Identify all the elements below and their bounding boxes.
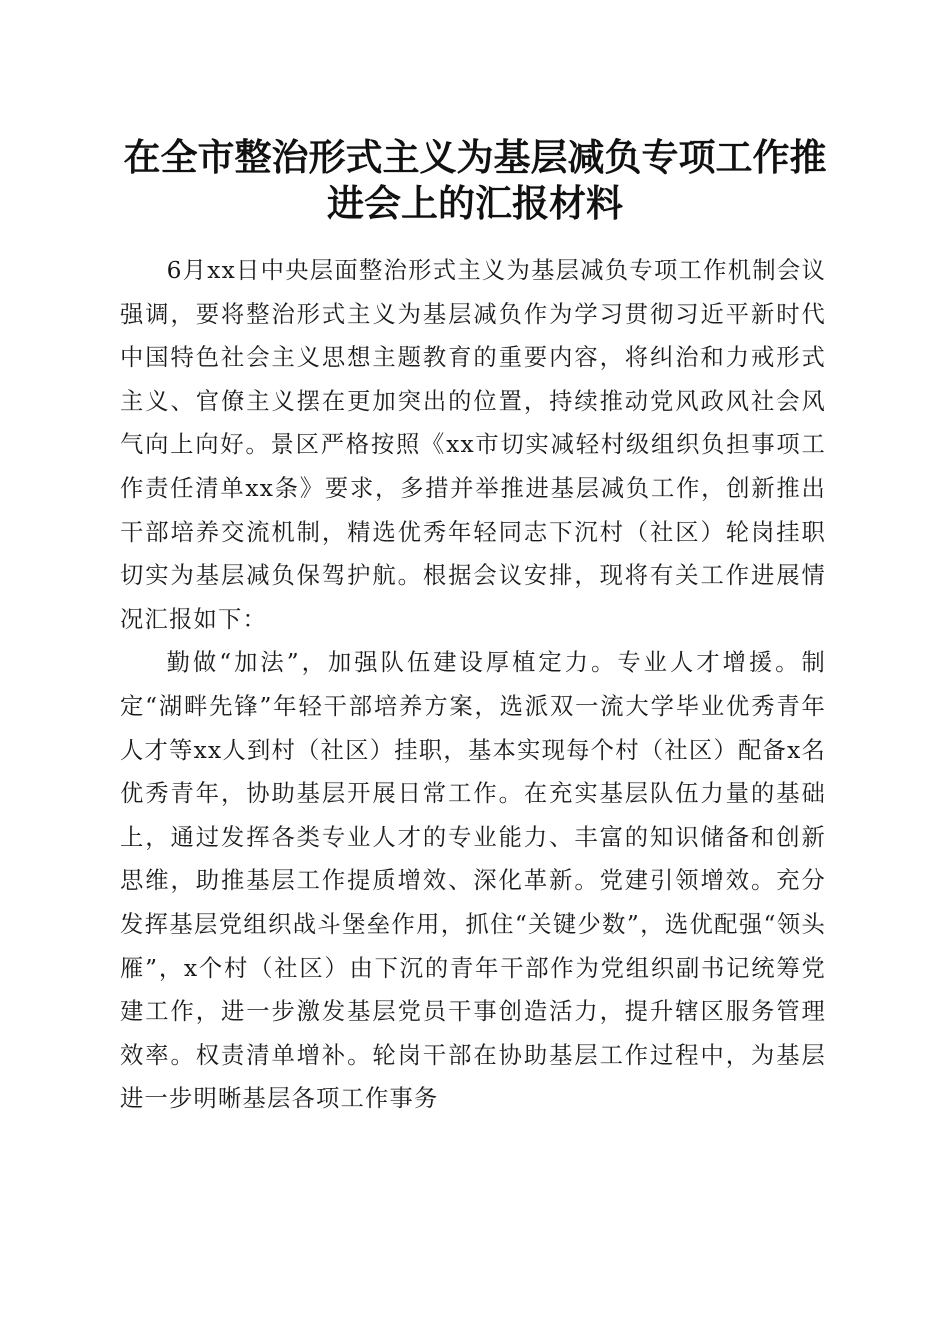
paragraph-addition: 勤做“加法”，加强队伍建设厚植定力。专业人才增援。制定“湖畔先锋”年轻干部培养方案，选派双一流大学毕业优秀青年人才等xx人到村（社区）挂职，基本实现每个村（社区）配备x名优秀青年，协助基层开展日常工作。在充实基层队伍力量的基础上，通过发挥各类专业人才的专业能力、丰富的知识储备和创新思维，助推基层工作提质增效、深化革新。党建引领增效。充分发挥基层党组织战斗堡垒作用，抓住“关键少数”，选优配强“领头雁”，x个村（社区）由下沉的青年干部作为党组织副书记统筹党建工作，进一步激发基层党员干事创造活力，提升辖区服务管理效率。权责清单增补。轮岗干部在协助基层工作过程中，为基层进一步明晰基层各项工作事务 (120, 649, 826, 1113)
paragraph-intro: 6月xx日中央层面整治形式主义为基层减负专项工作机制会议强调，要将整治形式主义为基层减负作为学习贯彻习近平新时代中国特色社会主义思想主题教育的重要内容，将纠治和力戒形式主义、官僚主义摆在更加突出的位置，持续推动党风政风社会风气向上向好。景区严格按照《xx市切实减轻村级组织负担事项工作责任清单xx条》要求，多措并举推进基层减负工作，创新推出干部培养交流机制，精选优秀年轻同志下沉村（社区）轮岗挂职切实为基层减负保驾护航。根据会议安排，现将有关工作进展情况汇报如下： (120, 257, 826, 633)
document-title: 在全市整治形式主义为基层减负专项工作推进会上的汇报材料 (123, 135, 827, 225)
document-body (120, 249, 826, 1121)
